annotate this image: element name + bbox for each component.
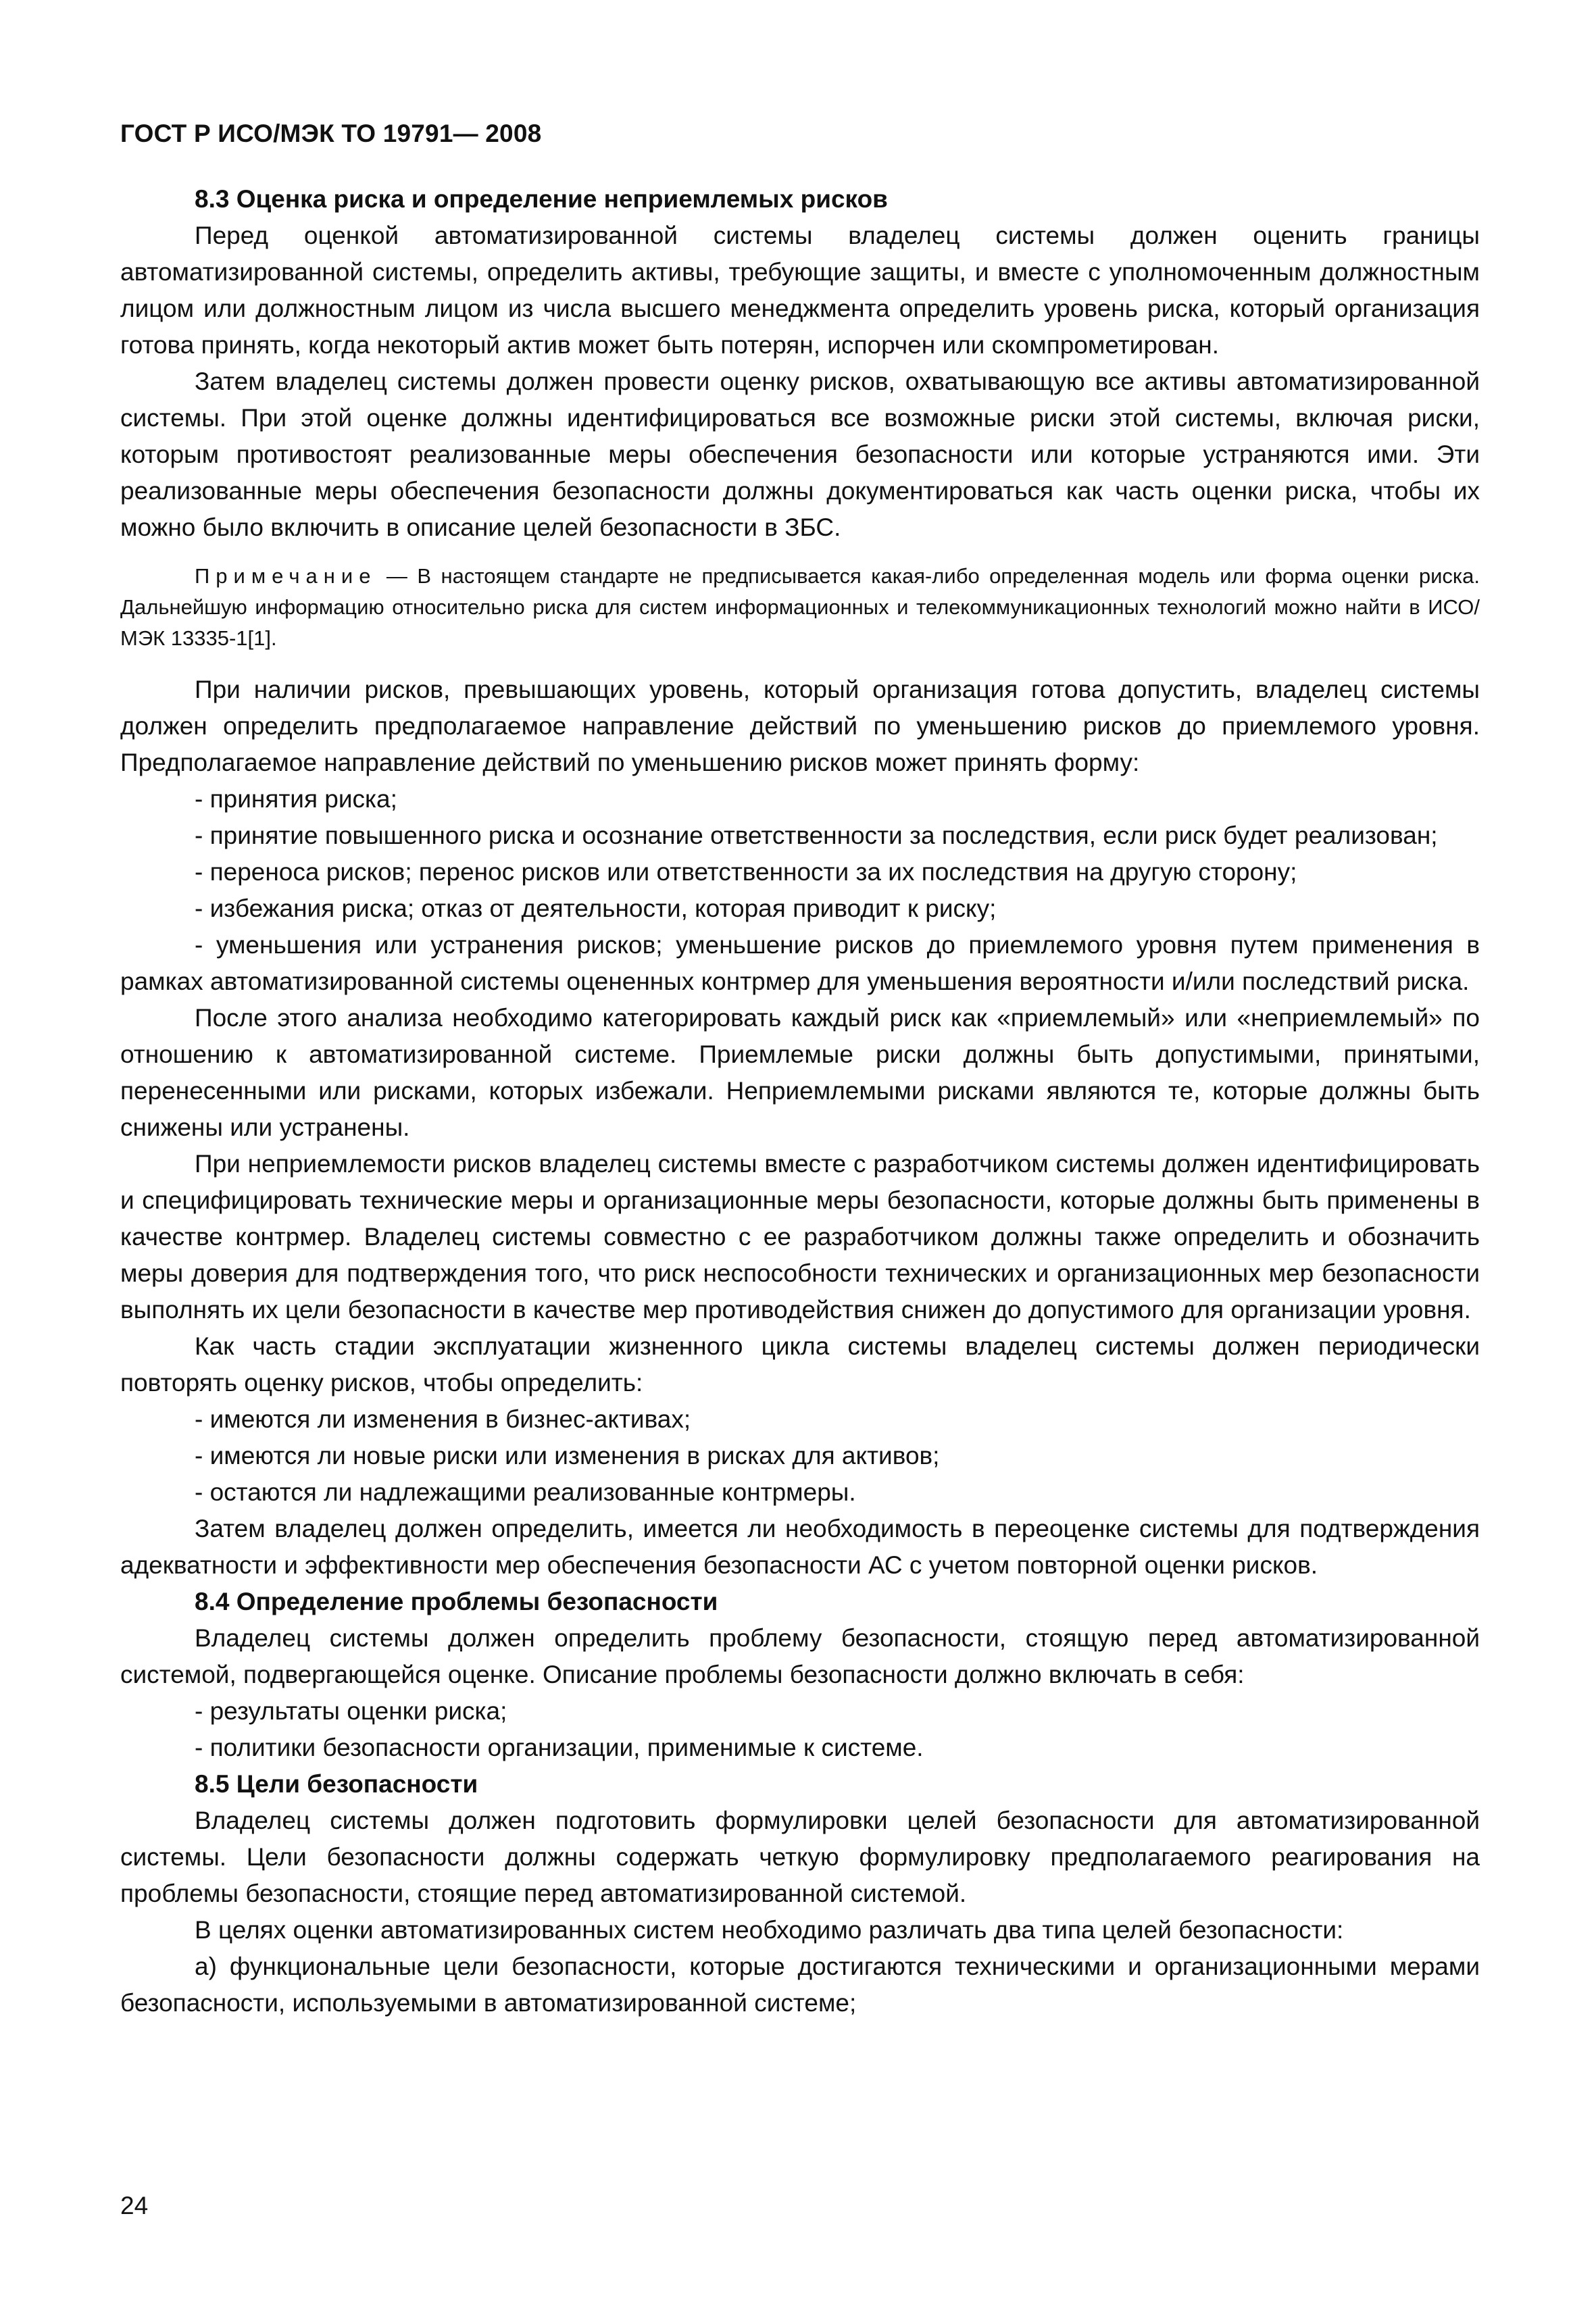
note [120,561,1480,654]
paragraph: Затем владелец системы должен провести оценку рисков, охватывающую все активы автоматизированной системы. При этой оценке должны идентифицироваться все возможные риски этой системы, включая риски, которым противостоят реализованные меры обеспечения безопасности или которые устраняются ими. Эти реализованные меры обеспечения безопасности должны документироваться как часть оценки риска, чтобы их можно было включить в описание целей безопасности в ЗБС. [120,368,1480,541]
paragraph: Как часть стадии эксплуатации жизненного цикла системы владелец системы должен периодически повторять оценку рисков, чтобы определить: [120,1332,1480,1397]
note-label: Примечание [195,564,377,588]
paragraph: Перед оценкой автоматизированной системы владелец системы должен оценить границы автоматизированной системы, определить активы, требующие защиты, и вместе с уполномоченным должностным лицом или должностным лицом из числа высшего менеджмента определить уровень риска, который организация готова принять, когда некоторый актив может быть потерян, испорчен или скомпрометирован. [120,222,1480,359]
list-item: а) функциональные цели безопасности, которые достигаются техническими и организационными мерами безопасности, используемыми в автоматизированной системе; [120,1953,1480,2017]
list-item: - переноса рисков; перенос рисков или ответственности за их последствия на другую сторону; [195,858,1297,886]
list-item: - уменьшения или устранения рисков; уменьшение рисков до приемлемого уровня путем применения в рамках автоматизированной системы оцененных контрмер для уменьшения вероятности и/или последствий риска. [120,931,1480,995]
document-header: ГОСТ Р ИСО/МЭК ТО 19791— 2008 [120,120,542,147]
paragraph: Владелец системы должен определить проблему безопасности, стоящую перед автоматизированной системой, подвергающейся оценке. Описание проблемы безопасности должно включать в себя: [120,1624,1480,1688]
paragraph: Затем владелец должен определить, имеется ли необходимость в переоценке системы для подтверждения адекватности и эффективности мер обеспечения безопасности АС с учетом повторной оценки рисков. [120,1515,1480,1579]
list-item: - остаются ли надлежащими реализованные контрмеры. [195,1478,856,1506]
paragraph: В целях оценки автоматизированных систем необходимо различать два типа целей безопасности: [195,1916,1344,1944]
page-number: 24 [120,2192,149,2219]
paragraph: При наличии рисков, превышающих уровень, который организация готова допустить, владелец системы должен определить предполагаемое направление действий по уменьшению рисков до приемлемого уровня. Предполагаемое направление действий по уменьшению рисков может принять форму: [120,676,1480,776]
list-item: - результаты оценки риска; [195,1697,507,1725]
paragraph: Владелец системы должен подготовить формулировки целей безопасности для автоматизированной системы. Цели безопасности должны содержать четкую формулировку предполагаемого реагирования на проблемы безопасности, стоящие перед автоматизированной системой. [120,1807,1480,1907]
note-text: — В настоящем стандарте не предписывается какая-либо определенная модель или форма оценки риска. Дальнейшую информацию относительно риска для систем информационных и телекоммуникационных технологий можно найти в ИСО/МЭК 13335-1[1]. [120,564,1480,650]
list-item: - имеются ли новые риски или изменения в рисках для активов; [195,1442,940,1469]
list-item: - принятие повышенного риска и осознание ответственности за последствия, если риск будет реализован; [195,822,1438,849]
list-item: - политики безопасности организации, применимые к системе. [195,1734,924,1761]
section-heading-8-4: 8.4 Определение проблемы безопасности [195,1588,718,1615]
list-item: - принятия риска; [195,785,397,813]
page-content [120,114,1480,2021]
paragraph: После этого анализа необходимо категорировать каждый риск как «приемлемый» или «неприемлемый» по отношению к автоматизированной системе. Приемлемые риски должны быть допустимыми, принятыми, перенесенными или рисками, которых избежали. Неприемлемыми рисками являются те, которые должны быть снижены или устранены. [120,1004,1480,1141]
list-item: - избежания риска; отказ от деятельности, которая приводит к риску; [195,895,997,922]
section-heading-8-3: 8.3 Оценка риска и определение неприемлемых рисков [195,185,888,213]
paragraph: При неприемлемости рисков владелец системы вместе с разработчиком системы должен идентифицировать и специфицировать технические меры и организационные меры безопасности, которые должны быть применены в качестве контрмер. Владелец системы совместно с ее разработчиком должны также определить и обозначить меры доверия для подтверждения того, что риск неспособности технических и организационных мер безопасности выполнять их цели безопасности в качестве мер противодействия снижен до допустимого для организации уровня. [120,1150,1480,1324]
section-heading-8-5: 8.5 Цели безопасности [195,1770,478,1798]
list-item: - имеются ли изменения в бизнес-активах; [195,1405,691,1433]
